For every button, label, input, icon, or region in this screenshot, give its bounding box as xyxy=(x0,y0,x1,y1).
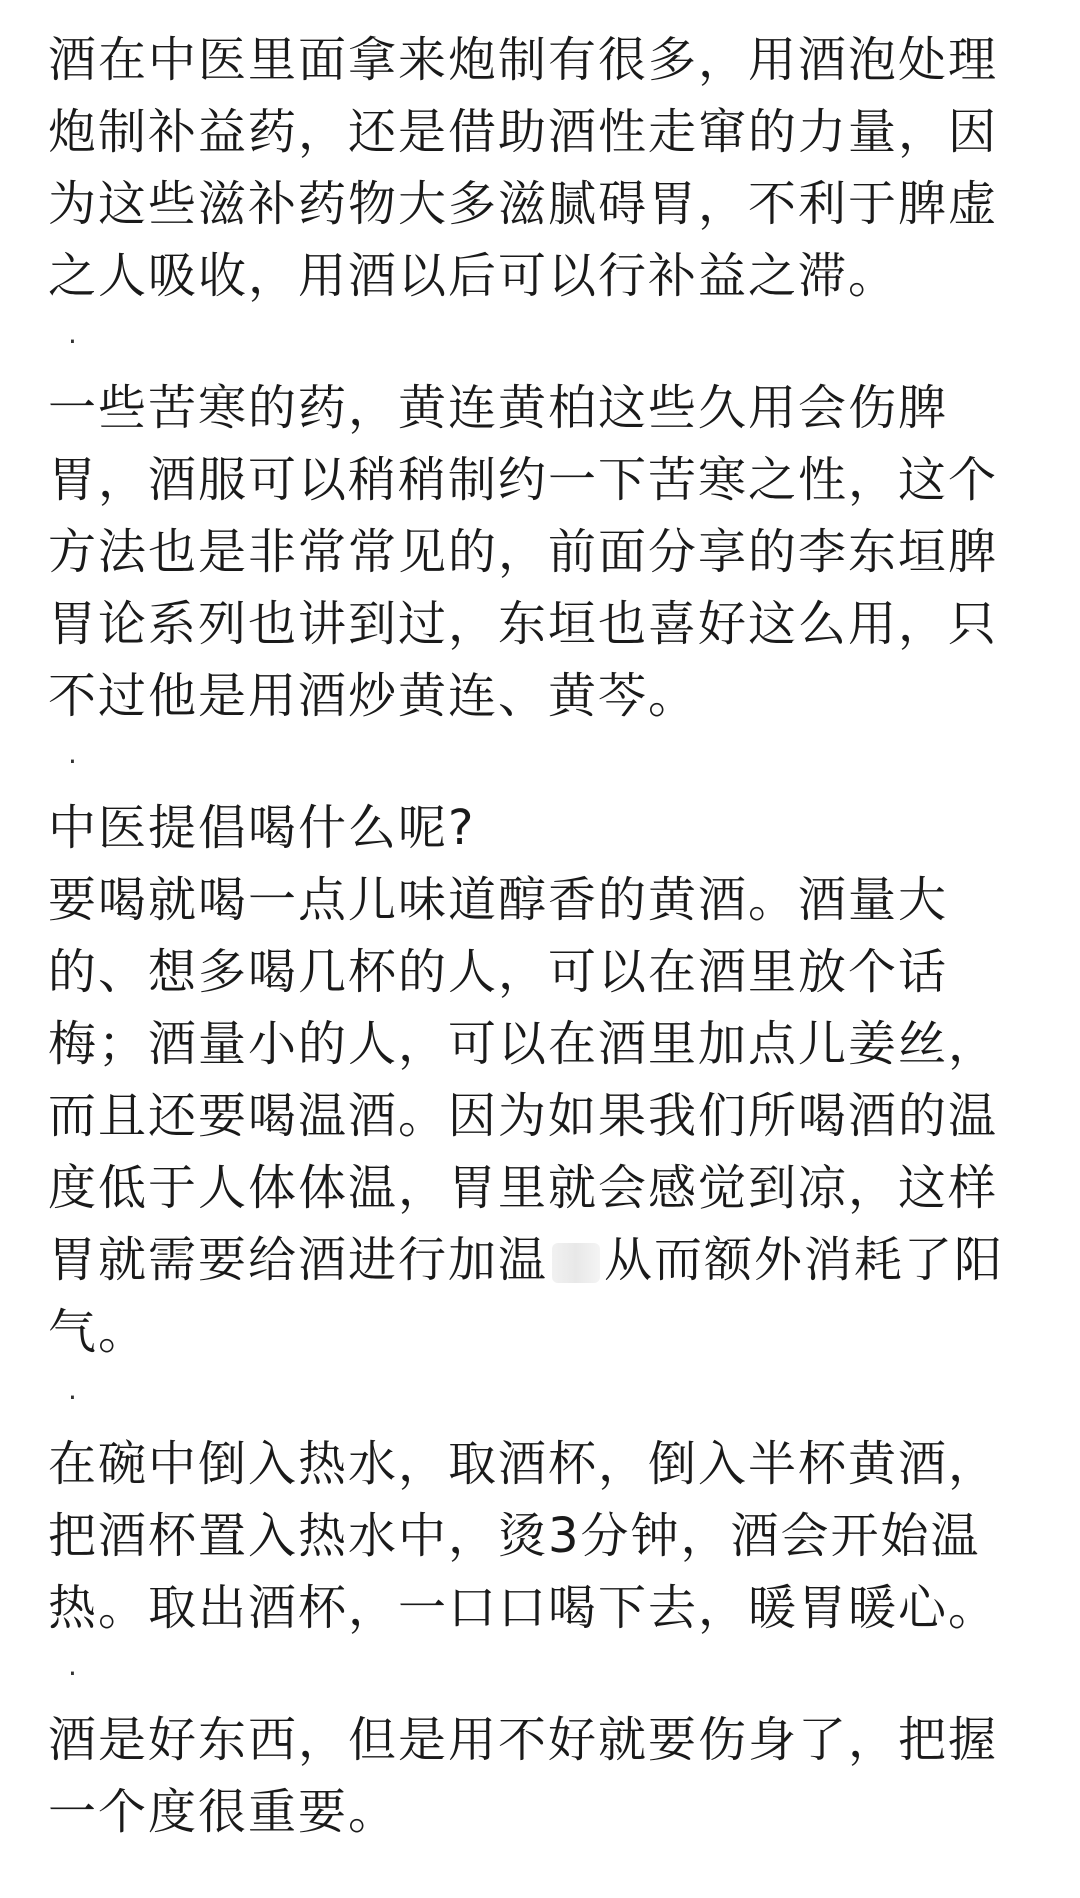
text-line: 度低于人体体温，胃里就会感觉到凉，这样 xyxy=(48,1160,999,1216)
text-line: 梅；酒量小的人，可以在酒里加点儿姜丝， xyxy=(48,1016,999,1072)
text-line: 气。 xyxy=(48,1304,149,1360)
paragraph-2 xyxy=(48,372,1048,732)
text-line: 酒在中医里面拿来炮制有很多，用酒泡处理 xyxy=(48,32,999,88)
text-segment: 从而额外消耗了阳 xyxy=(604,1232,1005,1288)
text-line: 热。取出酒杯，一口口喝下去，暖胃暖心。 xyxy=(48,1580,999,1636)
text-line: 方法也是非常常见的，前面分享的李东垣脾 xyxy=(48,524,999,580)
paragraph-3 xyxy=(48,792,1048,1368)
text-line: 一些苦寒的药，黄连黄柏这些久用会伤脾 xyxy=(48,380,949,436)
text-line: 的、想多喝几杯的人，可以在酒里放个话 xyxy=(48,944,949,1000)
paragraph-4 xyxy=(48,1428,1048,1644)
text-line: 中医提倡喝什么呢? xyxy=(48,800,476,856)
article-body xyxy=(48,24,1048,1848)
paragraph-5 xyxy=(48,1704,1048,1848)
text-line: 为这些滋补药物大多滋腻碍胃，不利于脾虚 xyxy=(48,176,999,232)
text-line: 炮制补益药，还是借助酒性走窜的力量，因 xyxy=(48,104,999,160)
paragraph-separator-dot: · xyxy=(68,1381,77,1414)
paragraph-1 xyxy=(48,24,1048,312)
text-line: 之人吸收，用酒以后可以行补益之滞。 xyxy=(48,248,899,304)
text-line: 而且还要喝温酒。因为如果我们所喝酒的温 xyxy=(48,1088,999,1144)
text-segment: 胃就需要给酒进行加温 xyxy=(48,1232,549,1288)
text-line: 胃论系列也讲到过，东垣也喜好这么用，只 xyxy=(48,596,999,652)
paragraph-separator-dot: · xyxy=(68,745,77,778)
text-line: 把酒杯置入热水中，烫3分钟，酒会开始温 xyxy=(48,1508,981,1564)
text-line: 一个度很重要。 xyxy=(48,1784,399,1840)
paragraph-separator-dot: · xyxy=(68,325,77,358)
text-line: 胃，酒服可以稍稍制约一下苦寒之性，这个 xyxy=(48,452,999,508)
paragraph-separator-dot: · xyxy=(68,1657,77,1690)
text-line: 要喝就喝一点儿味道醇香的黄酒。酒量大 xyxy=(48,872,949,928)
text-line xyxy=(48,1224,1048,1296)
text-line: 在碗中倒入热水，取酒杯，倒入半杯黄酒， xyxy=(48,1436,999,1492)
text-line: 不过他是用酒炒黄连、黄芩。 xyxy=(48,668,699,724)
text-line: 酒是好东西，但是用不好就要伤身了，把握 xyxy=(48,1712,999,1768)
watermark-smudge xyxy=(552,1243,600,1283)
